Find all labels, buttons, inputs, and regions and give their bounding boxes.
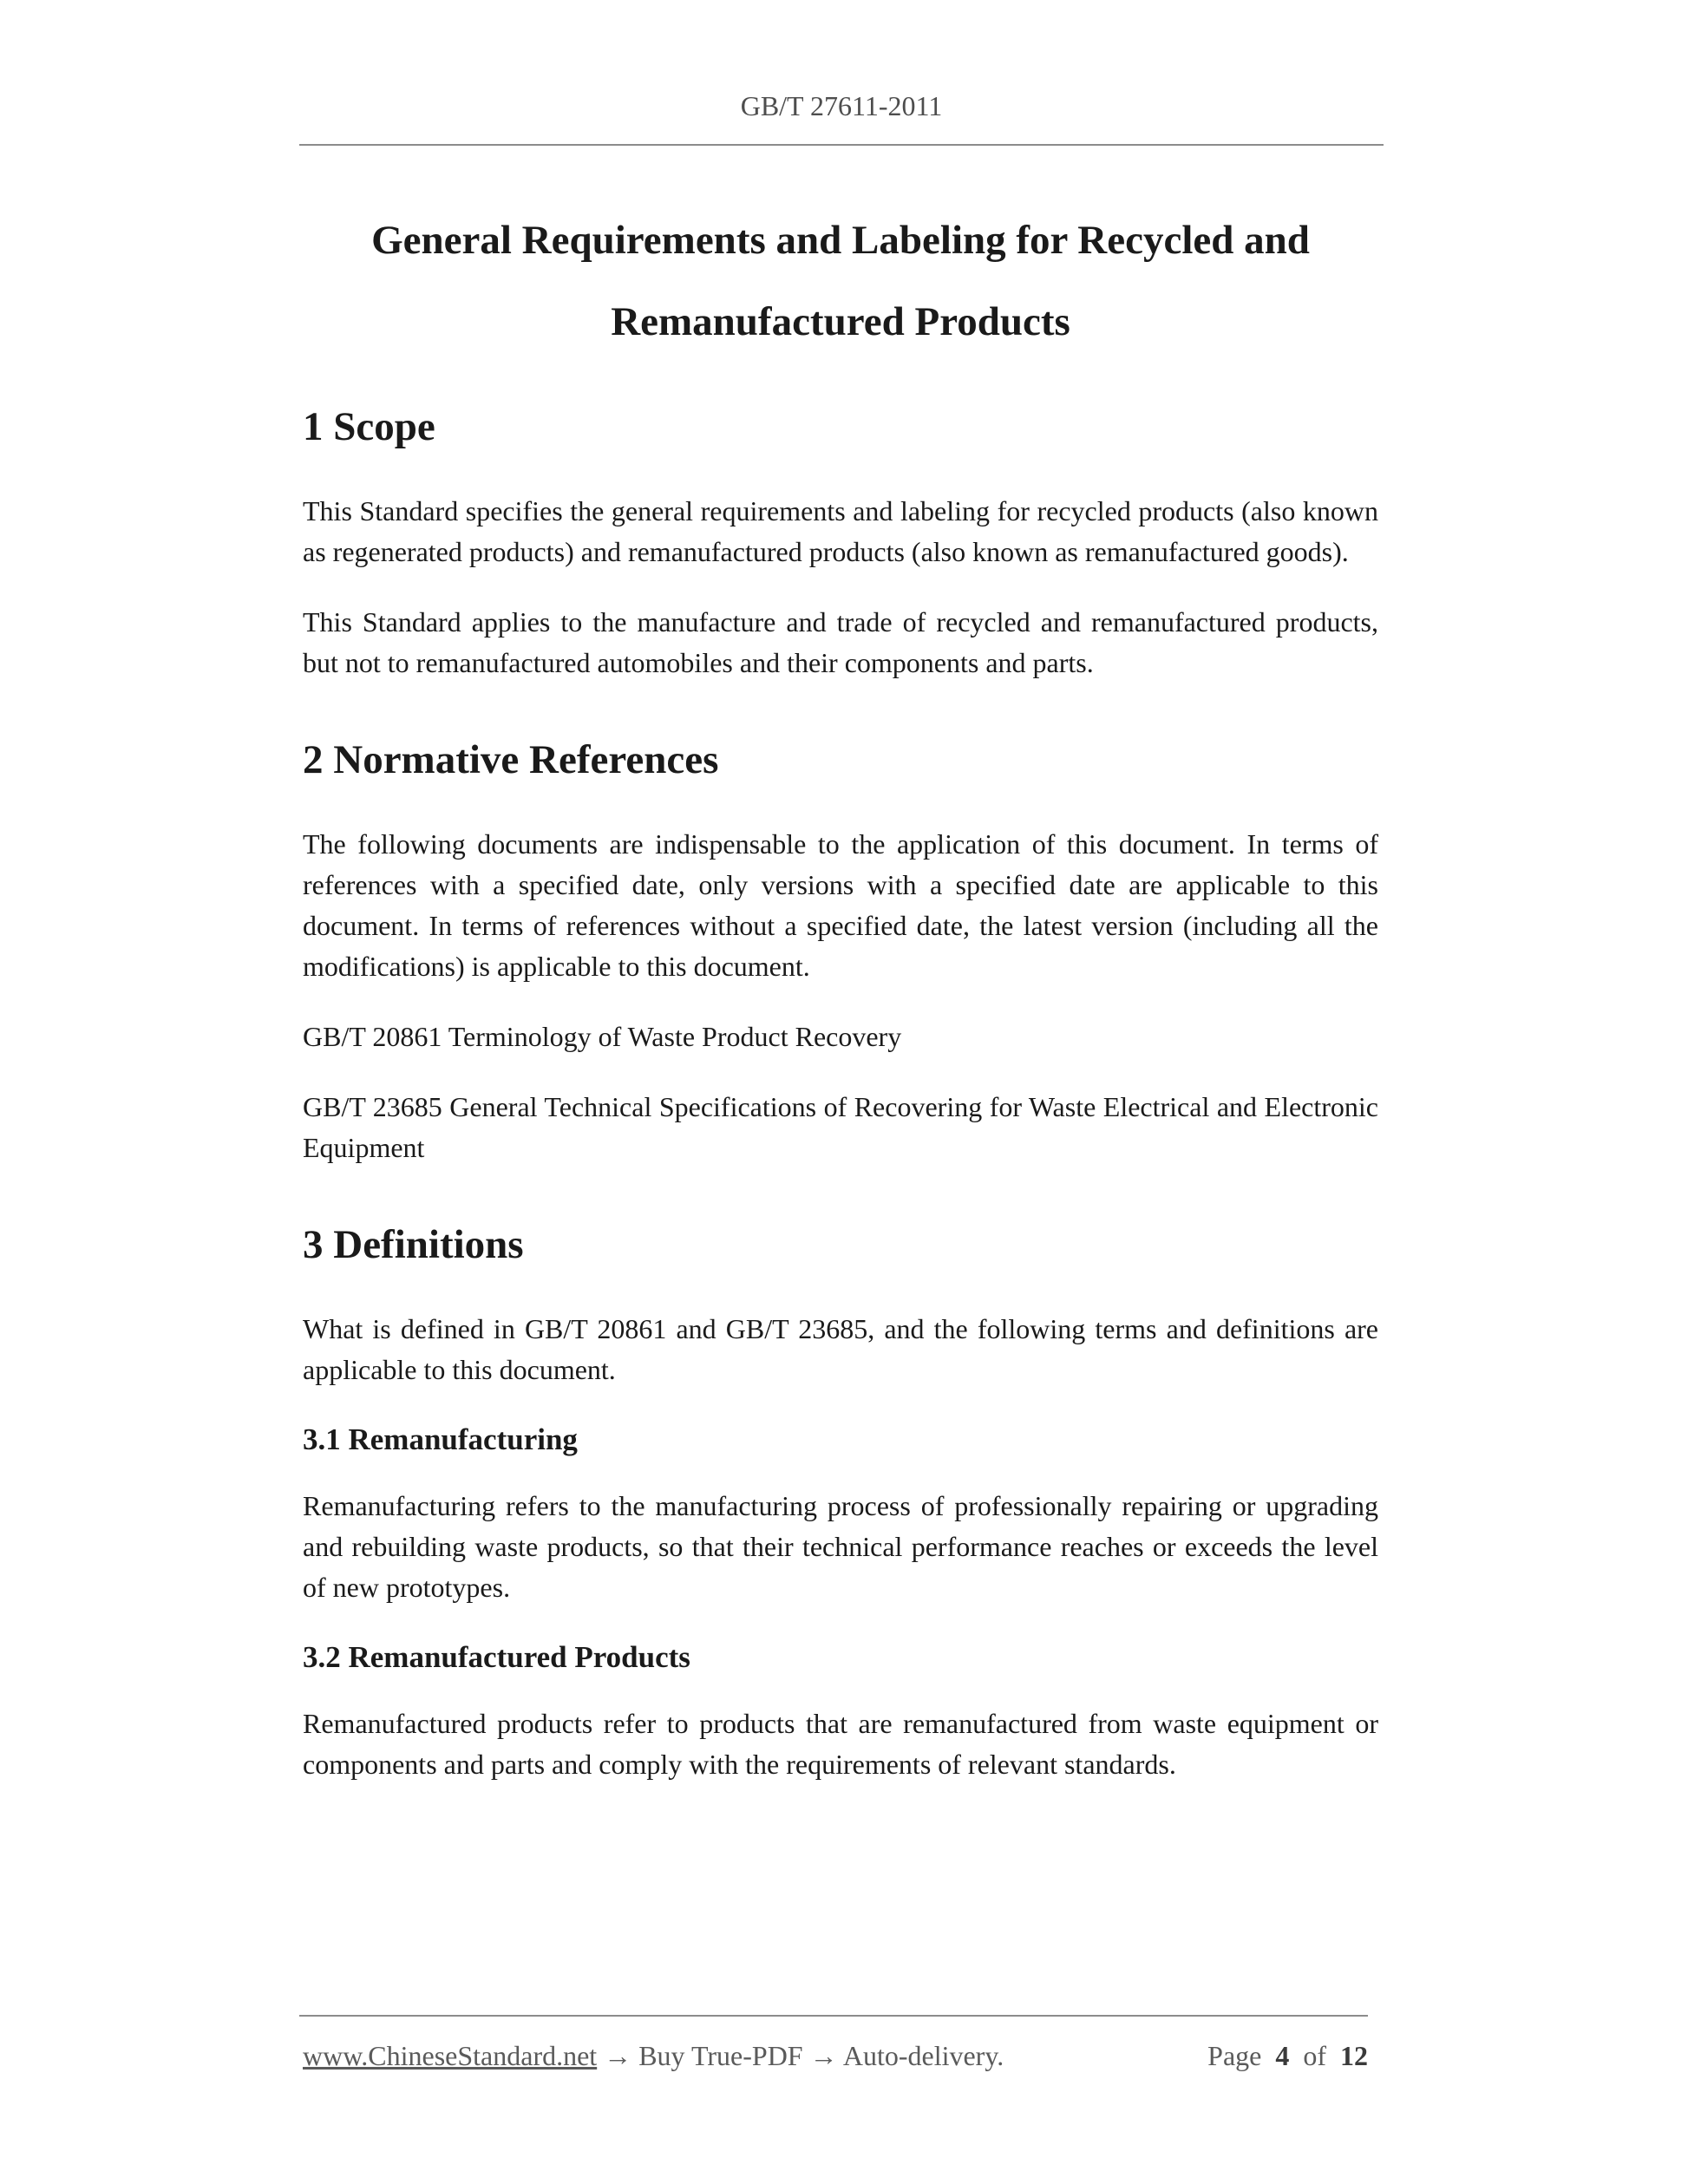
of-label: of [1303, 2040, 1326, 2071]
header-doc-code: GB/T 27611-2011 [740, 90, 943, 121]
normative-reference-1: GB/T 20861 Terminology of Waste Product Recovery [303, 1021, 902, 1052]
arrow-icon: → [604, 2040, 632, 2071]
section-heading-scope: 1 Scope [303, 404, 435, 449]
title-line-2: Remanufactured Products [611, 299, 1070, 344]
normative-paragraph: The following documents are indispensable to the application of this document. In terms of references with a specified date, only versions with a specified date are applicable to this document. In terms of references without a specified date, the latest version (including all the modifications) is applicable to this document. [303, 828, 1378, 982]
remanufacturing-definition: Remanufacturing refers to the manufacturing process of professionally repairing or upgrading and rebuilding waste products, so that their technical performance reaches or exceeds the level of new prototypes. [303, 1490, 1378, 1603]
delivery-text: Auto-delivery. [842, 2040, 1004, 2071]
scope-paragraph-2: This Standard applies to the manufacture and trade of recycled and remanufactured products, but not to remanufactured automobiles and their components and parts. [303, 606, 1378, 678]
section-heading-normative-references: 2 Normative References [303, 737, 719, 782]
scope-paragraph-1: This Standard specifies the general requirements and labeling for recycled products (also known as regenerated products) and remanufactured products (also known as remanufactured goods). [303, 495, 1378, 567]
definitions-paragraph: What is defined in GB/T 20861 and GB/T 23685, and the following terms and definitions are applicable to this document. [303, 1313, 1378, 1385]
section-heading-definitions: 3 Definitions [303, 1222, 524, 1267]
page-body [303, 199, 1378, 1815]
remanufactured-products-definition: Remanufactured products refer to products that are remanufactured from waste equipment or components and parts and comply with the requirements of relevant standards. [303, 1708, 1378, 1780]
running-header [299, 90, 1384, 122]
current-page: 4 [1275, 2040, 1290, 2071]
subsection-heading-remanufactured-products: 3.2 Remanufactured Products [303, 1640, 690, 1674]
page-label: Page [1207, 2040, 1262, 2071]
footer-promo [303, 2037, 1004, 2075]
site-link[interactable]: www.ChineseStandard.net [303, 2040, 598, 2071]
subsection-heading-remanufacturing: 3.1 Remanufacturing [303, 1422, 578, 1456]
page-number [1207, 2037, 1368, 2075]
title-line-1: General Requirements and Labeling for Recycled and [371, 218, 1310, 263]
header-divider [299, 144, 1384, 146]
normative-reference-2: GB/T 23685 General Technical Specifications of Recovering for Waste Electrical and Electronic Equipment [303, 1091, 1378, 1163]
total-pages: 12 [1340, 2040, 1368, 2071]
document-title [303, 199, 1378, 363]
arrow-icon: → [809, 2040, 838, 2071]
buy-text: Buy True-PDF [638, 2040, 803, 2071]
footer-divider [299, 2015, 1368, 2017]
